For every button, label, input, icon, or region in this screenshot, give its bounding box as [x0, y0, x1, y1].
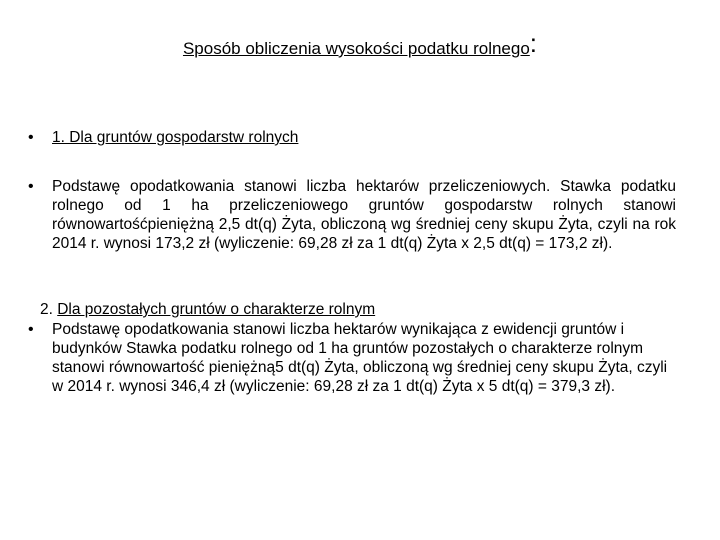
section-2-body: Podstawę opodatkowania stanowi liczba hektarów wynikająca z ewidencji gruntów i budynków Stawka podatku rolnego od 1 ha gruntów pozostałych o charakterze rolnym stanowi równowartość pieniężną5 dt(q) Żyta, obliczoną wg średniej ceny skupu Żyta, czyli w 2014 r. wynosi 346,4 zł (wyliczenie: 69,28 zł za 1 dt(q) Żyta x 5 dt(q) = 379,3 zł).	[52, 321, 668, 395]
section-1-heading-row	[20, 128, 680, 147]
bullet-icon: •	[28, 321, 34, 338]
section-1-body-row	[20, 177, 676, 253]
section-2-heading: Dla pozostałych gruntów o charakterze rolnym	[57, 301, 376, 318]
slide-title	[0, 28, 720, 59]
bullet-icon: •	[28, 178, 34, 195]
section-1-body: Podstawę opodatkowania stanowi liczba hektarów przeliczeniowych. Stawka podatku rolnego od 1 ha przeliczeniowego gruntów gospodarstw rolnych stanowi równowartośćpieniężną 2,5 dt(q) Żyta, obliczoną wg średniej ceny skupu Żyta, czyli na rok 2014 r. wynosi 173,2 zł (wyliczenie: 69,28 zł za 1 dt(q) Żyta x 2,5 dt(q) = 173,2 zł).	[52, 178, 676, 252]
title-text: Sposób obliczenia wysokości podatku rolnego	[182, 39, 530, 58]
section-2-body-row	[20, 320, 680, 396]
bullet-icon: •	[28, 129, 34, 146]
section-2-number: 2.	[40, 301, 58, 318]
section-1-heading: 1. Dla gruntów gospodarstw rolnych	[52, 129, 299, 146]
title-colon: :	[529, 28, 538, 58]
section-2-heading-row	[40, 300, 680, 319]
